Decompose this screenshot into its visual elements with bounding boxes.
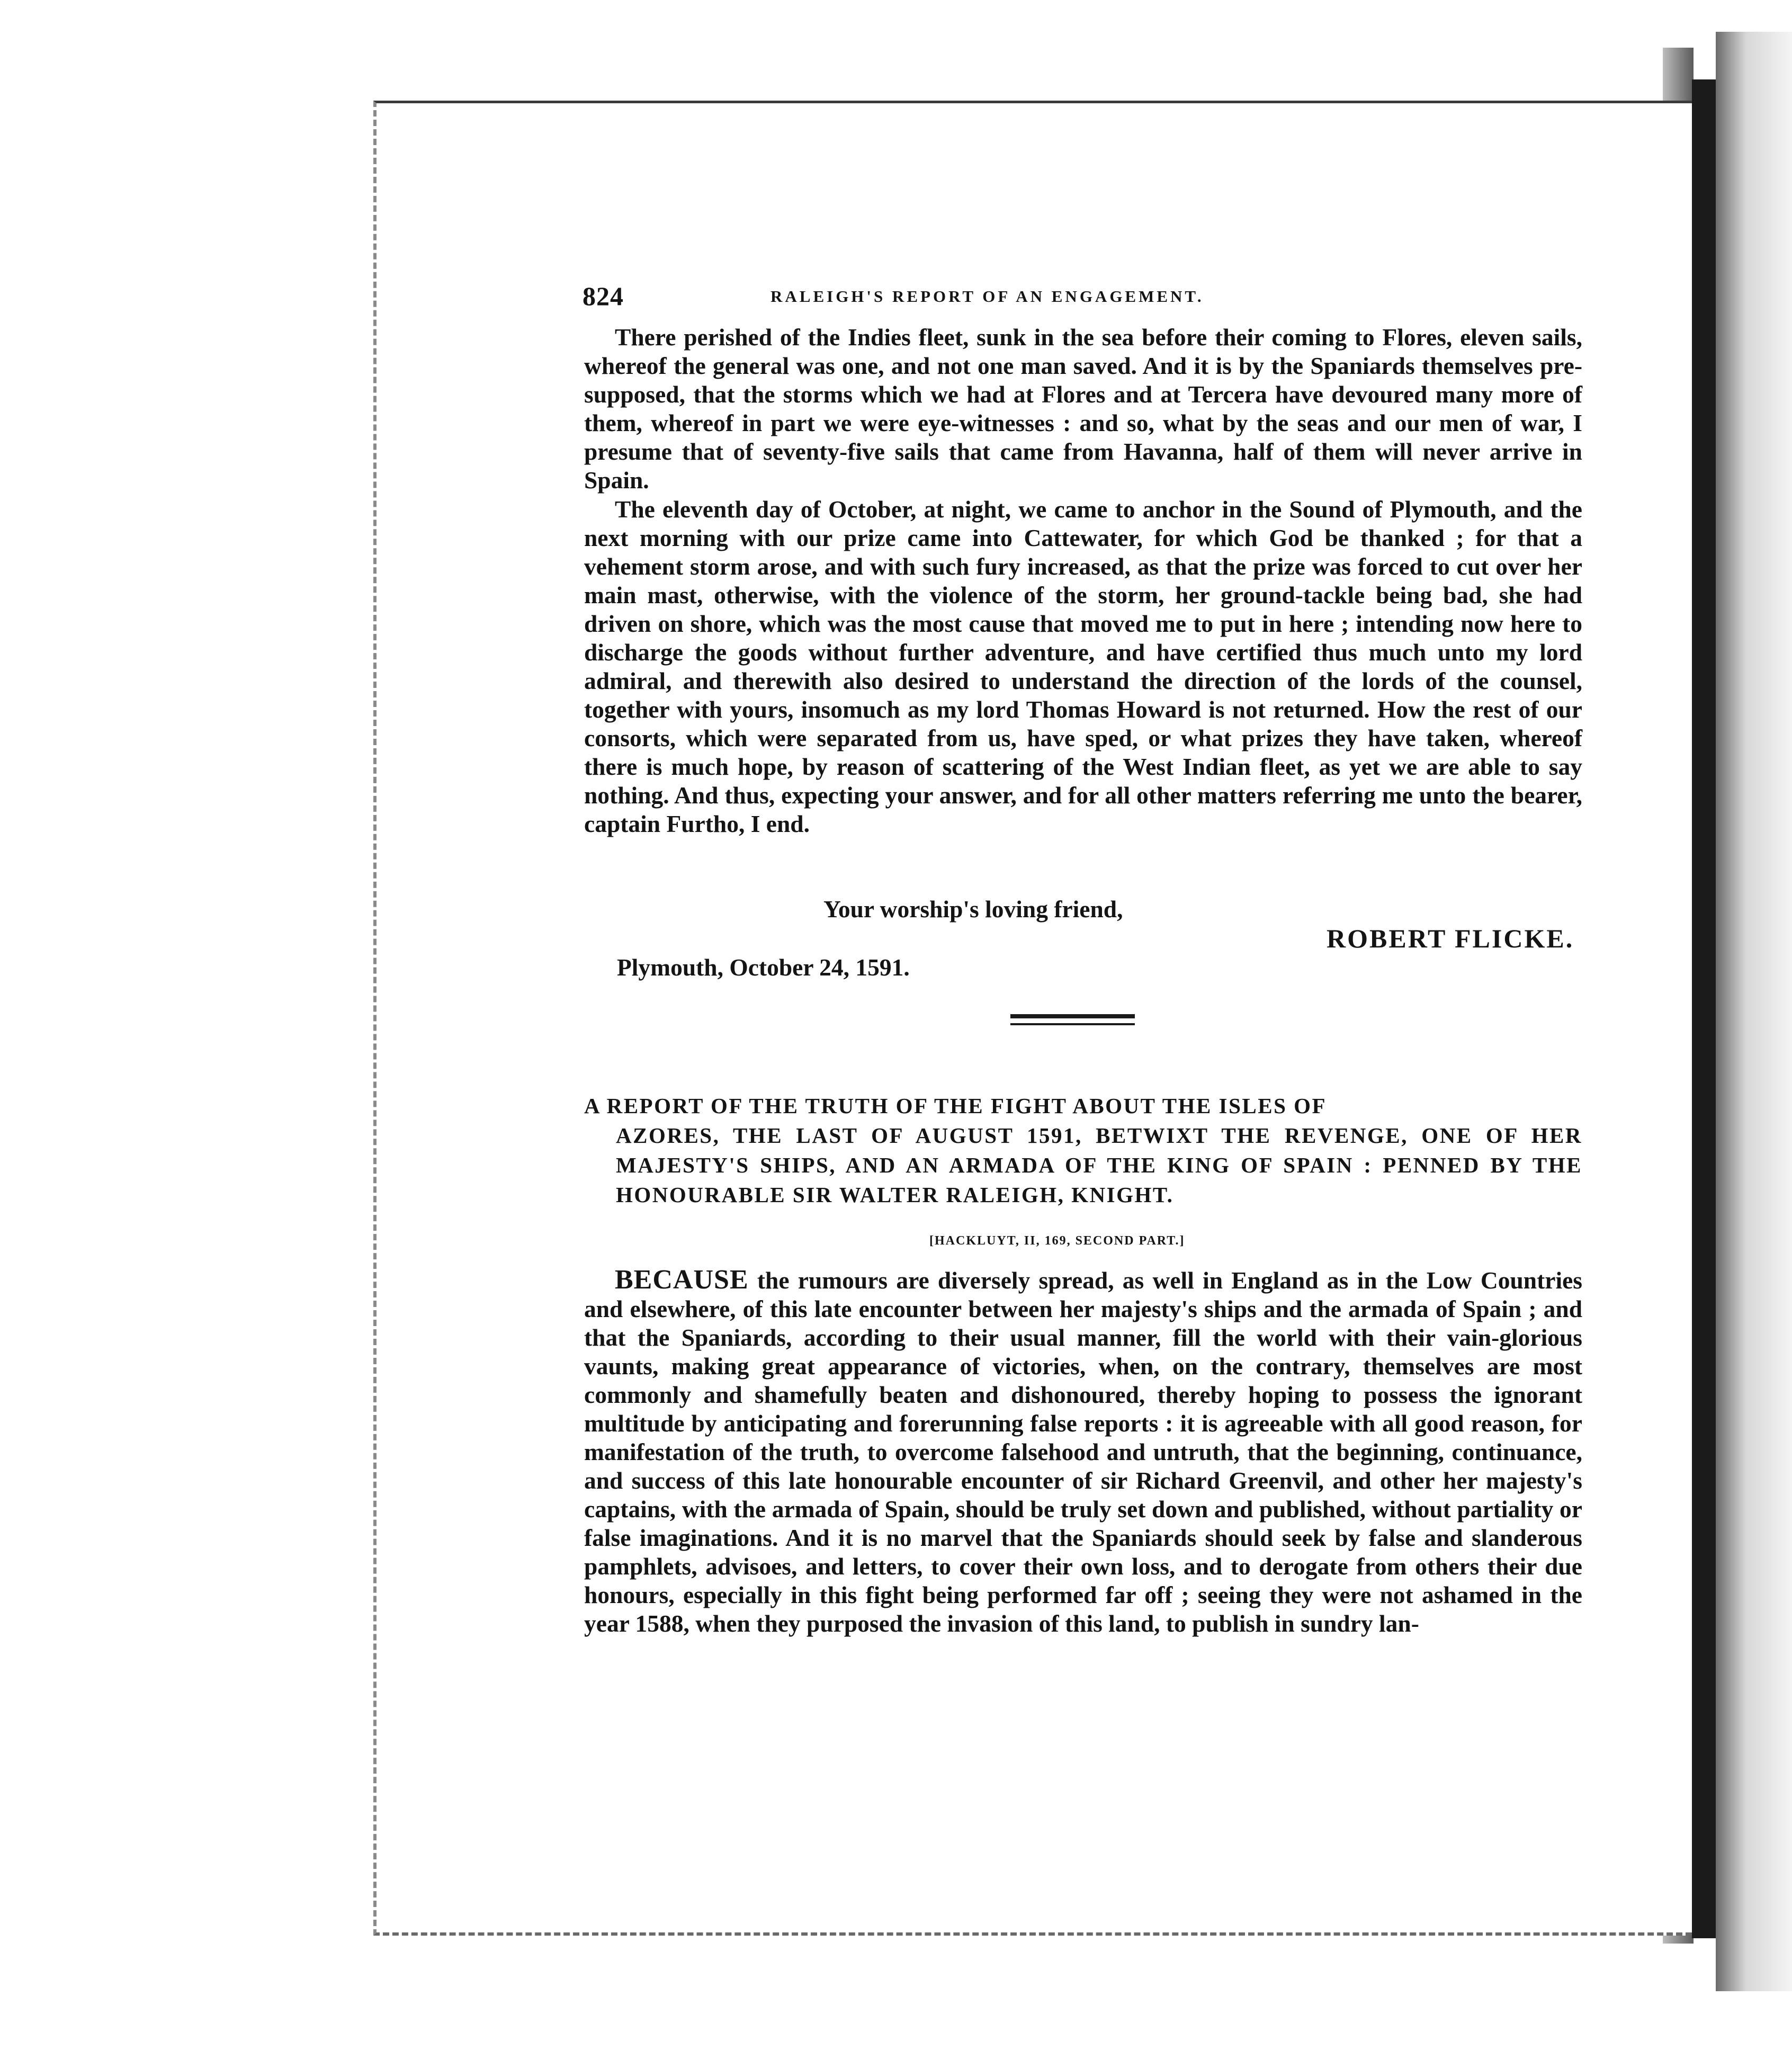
article-lead-word: BECAUSE <box>615 1265 749 1295</box>
signoff-salutation: Your worship's loving friend, <box>823 896 1123 923</box>
article-title <box>584 1091 1582 1210</box>
article-title-rest: AZORES, THE LAST OF AUGUST 1591, BETWIXT THE REVENGE, ONE OF HER MAJESTY'S SHIPS, AND AN ARMADA OF THE KING OF SPAIN : PENNED BY THE HONOURABLE SIR WALTER RALEIGH, KNIGHT. <box>616 1123 1582 1207</box>
paragraph-indies-fleet: There perished of the Indies fleet, sunk in the sea before their coming to Flores, eleven sails, whereof the general was one, and not one man saved. And it is by the Spaniards themselves pre-supposed, that the storms which we had at Flores and at Tercera have devoured many more of them, whereof in part we were eye-witnesses : and so, what by the seas and our men of war, I presume that of seventy-five sails that came from Havanna, half of them will never arrive in Spain. <box>584 324 1582 494</box>
paragraph-plymouth-arrival: The eleventh day of October, at night, we came to anchor in the Sound of Plymouth, and the next morning with our prize came into Cattewater, for which God be thanked ; for that a vehement storm arose, and with such fury increased, as that the prize was forced to cut over her main mast, otherwise, with the violence of the storm, her ground-tackle being bad, she had driven on shore, which was the most cause that moved me to put in here ; intending now here to discharge the goods without further adventure, and have certified thus much unto my lord admiral, and therewith also desired to understand the direction of the lords of the counsel, together with yours, insomuch as my lord Thomas Howard is not returned. How the rest of our consorts, which were separated from us, have sped, or what prizes they have taken, whereof there is much hope, by reason of scattering of the West Indian fleet, as yet we are able to say nothing. And thus, expecting your answer, and for all other matters referring me unto the bearer, captain Furtho, I end. <box>584 496 1582 837</box>
section-divider-thick <box>1010 1014 1135 1018</box>
book-spine <box>1692 79 1716 1938</box>
article-body <box>584 1266 1582 1638</box>
running-head: RALEIGH'S REPORT OF AN ENGAGEMENT. <box>770 287 1204 306</box>
article-body-text: the rumours are diversely spread, as well in England as in the Low Countries and elsewhere, of this late encounter between her majesty's ships and the armada of Spain ; and that the Spaniards, according to their usual manner, fill the world with their vain-glorious vaunts, making great appearance of victories, when, on the contrary, themselves are most commonly and shamefully beaten and dishonoured, thereby hoping to possess the ignorant multitude by anticipating and forerunning false reports : it is agreeable with all good reason, for manifestation of the truth, to overcome falsehood and untruth, that the beginning, continuance, and success of this late honourable encounter of sir Richard Greenvil, and other her majesty's captains, with the armada of Spain, should be truly set down and published, without partiality or false imaginations. And it is no marvel that the Spaniards should seek by false and slanderous pamphlets, advisoes, and letters, to cover their own loss, and to derogate from others their due honours, especially in this fight being performed far off ; seeing they were not ashamed in the year 1588, when they purposed the invasion of this land, to publish in sundry lan- <box>584 1267 1582 1637</box>
signoff-place-date: Plymouth, October 24, 1591. <box>617 954 910 981</box>
article-title-line-1: A REPORT OF THE TRUTH OF THE FIGHT ABOUT THE ISLES OF <box>584 1094 1327 1118</box>
section-divider-thin <box>1010 1023 1135 1025</box>
signoff-name: ROBERT FLICKE. <box>1327 924 1574 953</box>
scan-background <box>0 0 371 2059</box>
book-edge <box>1716 32 1792 1991</box>
page-number: 824 <box>583 281 624 311</box>
source-citation: [HACKLUYT, II, 169, SECOND PART.] <box>929 1234 1185 1248</box>
